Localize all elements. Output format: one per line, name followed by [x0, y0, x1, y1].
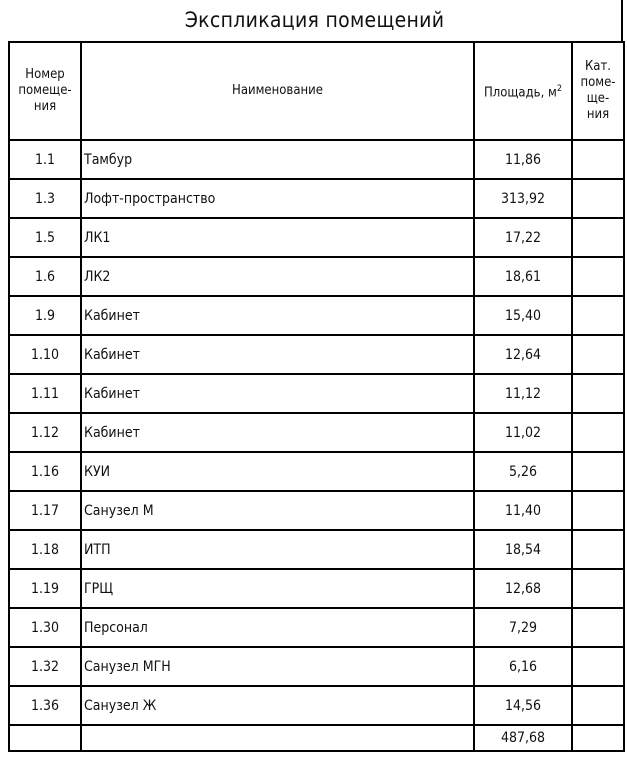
- room-category: [572, 452, 624, 491]
- frame-right-border: [621, 0, 623, 42]
- room-area: 12,68: [474, 569, 572, 608]
- room-number: 1.11: [9, 374, 81, 413]
- room-name-text: КУИ: [84, 463, 111, 480]
- room-name-text: Кабинет: [84, 385, 140, 402]
- room-area: 18,54: [474, 530, 572, 569]
- table-row: [9, 608, 624, 647]
- header-number: Номер помеще- ния: [9, 42, 81, 140]
- room-name: [81, 218, 474, 257]
- page-title: Экспликация помещений: [184, 8, 445, 32]
- total-area: 487,68: [474, 725, 572, 751]
- room-name-text: Санузел МГН: [84, 658, 171, 675]
- room-area: 313,92: [474, 179, 572, 218]
- total-name-cell: [81, 725, 474, 751]
- room-name: [81, 608, 474, 647]
- header-name: Наименование: [81, 42, 474, 140]
- room-name-text: Санузел М: [84, 502, 154, 519]
- room-number: 1.9: [9, 296, 81, 335]
- room-category: [572, 296, 624, 335]
- room-name: [81, 452, 474, 491]
- room-number: 1.5: [9, 218, 81, 257]
- room-number: 1.12: [9, 413, 81, 452]
- room-category: [572, 335, 624, 374]
- room-name: [81, 335, 474, 374]
- table-row: [9, 218, 624, 257]
- room-name: [81, 257, 474, 296]
- table-row: [9, 335, 624, 374]
- room-name: [81, 686, 474, 725]
- total-category-cell: [572, 725, 624, 751]
- table-row: [9, 647, 624, 686]
- table-row: [9, 374, 624, 413]
- room-area: 17,22: [474, 218, 572, 257]
- explication-table: [8, 41, 625, 752]
- room-name: [81, 413, 474, 452]
- room-name: [81, 647, 474, 686]
- room-name-text: Персонал: [84, 619, 148, 636]
- table-row: [9, 296, 624, 335]
- room-category: [572, 179, 624, 218]
- room-name: [81, 374, 474, 413]
- header-row: [9, 42, 624, 140]
- room-name: [81, 569, 474, 608]
- room-name-text: ГРЩ: [84, 580, 114, 597]
- room-name-text: Санузел Ж: [84, 697, 157, 714]
- room-name-text: ЛК2: [84, 268, 111, 285]
- room-category: [572, 257, 624, 296]
- room-name: [81, 491, 474, 530]
- room-name: [81, 296, 474, 335]
- room-number: 1.16: [9, 452, 81, 491]
- table-row: [9, 686, 624, 725]
- room-area: 18,61: [474, 257, 572, 296]
- header-area: Площадь, $м^2$: [474, 42, 572, 140]
- room-category: [572, 218, 624, 257]
- room-category: [572, 530, 624, 569]
- room-category: [572, 140, 624, 179]
- room-category: [572, 686, 624, 725]
- table-row: [9, 257, 624, 296]
- room-category: [572, 491, 624, 530]
- table-row: [9, 179, 624, 218]
- room-area: 11,40: [474, 491, 572, 530]
- room-name-text: Кабинет: [84, 346, 140, 363]
- table-row: [9, 140, 624, 179]
- room-category: [572, 569, 624, 608]
- room-area: 12,64: [474, 335, 572, 374]
- table-row: [9, 530, 624, 569]
- header-category: Кат. поме- ще- ния: [572, 42, 624, 140]
- room-category: [572, 647, 624, 686]
- room-number: 1.32: [9, 647, 81, 686]
- room-area: 11,02: [474, 413, 572, 452]
- room-number: 1.10: [9, 335, 81, 374]
- room-category: [572, 608, 624, 647]
- room-number: 1.18: [9, 530, 81, 569]
- room-name-text: Кабинет: [84, 307, 140, 324]
- room-name: [81, 140, 474, 179]
- room-area: 7,29: [474, 608, 572, 647]
- table-row: [9, 569, 624, 608]
- room-name-text: Лофт-пространство: [84, 190, 216, 207]
- room-area: 11,12: [474, 374, 572, 413]
- room-number: 1.6: [9, 257, 81, 296]
- table-row: [9, 452, 624, 491]
- room-name-text: ИТП: [84, 541, 111, 558]
- total-number-cell: [9, 725, 81, 751]
- room-name-text: ЛК1: [84, 229, 111, 246]
- room-area: 5,26: [474, 452, 572, 491]
- room-area: 14,56: [474, 686, 572, 725]
- room-number: 1.17: [9, 491, 81, 530]
- room-category: [572, 413, 624, 452]
- room-number: 1.30: [9, 608, 81, 647]
- room-name-text: Тамбур: [84, 151, 133, 168]
- room-name: [81, 530, 474, 569]
- room-area: 15,40: [474, 296, 572, 335]
- room-number: 1.19: [9, 569, 81, 608]
- room-name-text: Кабинет: [84, 424, 140, 441]
- room-number: 1.3: [9, 179, 81, 218]
- room-area: 11,86: [474, 140, 572, 179]
- room-number: 1.36: [9, 686, 81, 725]
- room-area: 6,16: [474, 647, 572, 686]
- total-row: [9, 725, 624, 751]
- room-number: 1.1: [9, 140, 81, 179]
- room-name: [81, 179, 474, 218]
- table-row: [9, 413, 624, 452]
- table-row: [9, 491, 624, 530]
- room-category: [572, 374, 624, 413]
